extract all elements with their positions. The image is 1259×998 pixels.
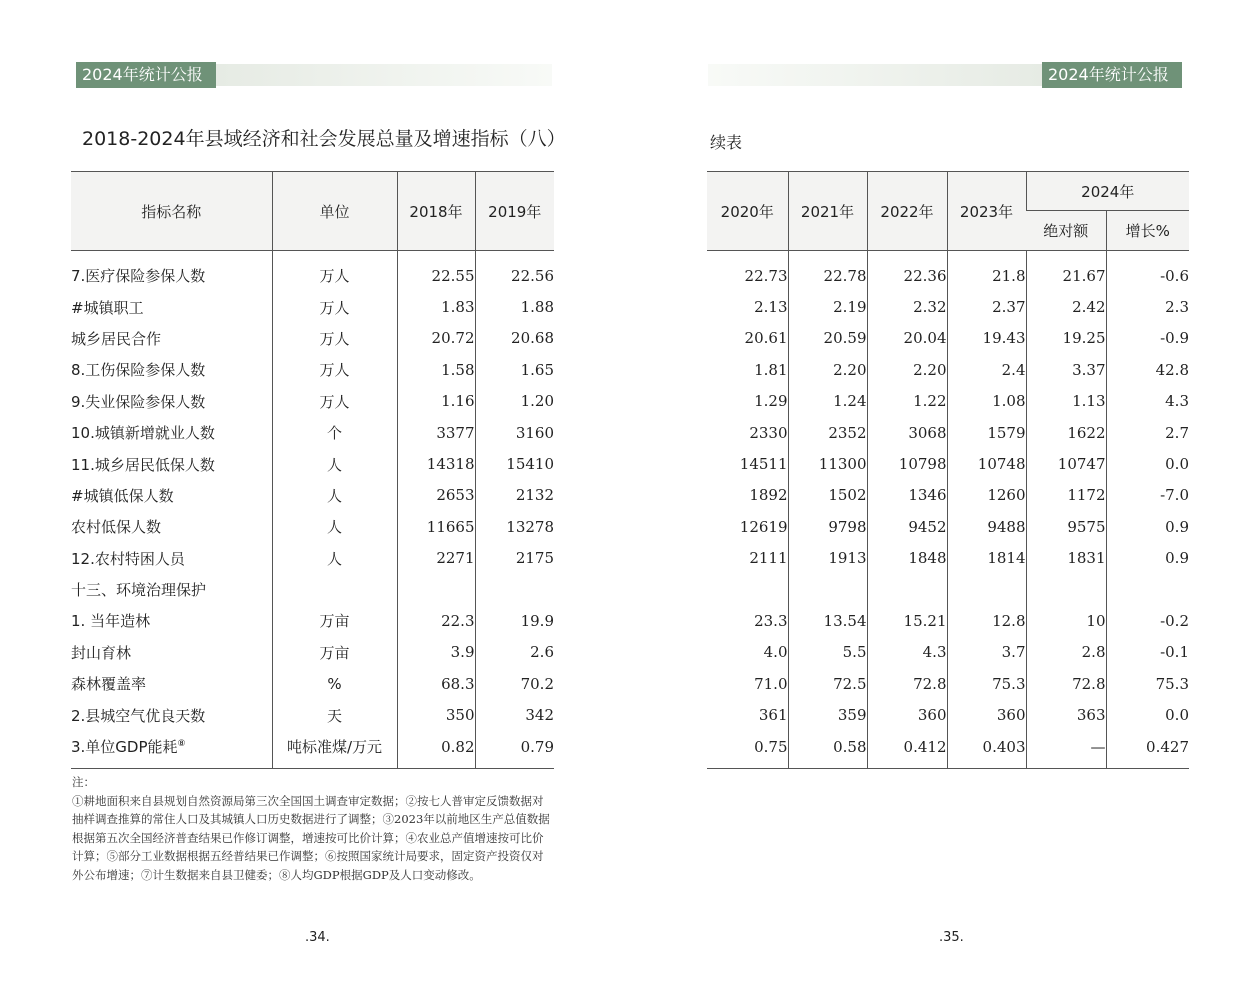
value-2022: 15.21 [867, 605, 947, 636]
notes-title: 注： [72, 775, 95, 789]
col-header-absolute: 绝对额 [1026, 211, 1106, 251]
value-2024-growth: 2.3 [1106, 291, 1189, 322]
value-2022: 2.32 [867, 291, 947, 322]
unit-cell [272, 574, 397, 605]
indicator-label: 2.县城空气优良天数 [71, 706, 206, 725]
col-header-2022: 2022年 [867, 172, 947, 251]
value-2022: 4.3 [867, 637, 947, 668]
table-row [71, 699, 554, 730]
unit-cell: 万人 [272, 354, 397, 385]
table-row [71, 323, 554, 354]
value-2020: 22.73 [744, 266, 788, 285]
value-2024-absolute: 10747 [1026, 448, 1106, 479]
value-2024-absolute: 3.37 [1026, 354, 1106, 385]
spacer-cell [788, 251, 867, 261]
value-2020: 20.61 [744, 329, 788, 348]
value-2024-absolute: 19.25 [1026, 323, 1106, 354]
header-band [708, 64, 1044, 86]
table-row [707, 260, 1189, 291]
value-2018: 1.83 [397, 291, 475, 322]
table-row [71, 291, 554, 322]
col-header-unit: 单位 [272, 172, 397, 251]
indicator-name [71, 543, 272, 574]
header-label: 2024年统计公报 [1042, 62, 1182, 88]
value-2020: 1892 [749, 486, 788, 505]
spacer-cell [947, 251, 1026, 261]
unit-cell: 万人 [272, 291, 397, 322]
indicator-label: #城镇低保人数 [71, 486, 174, 505]
col-header-2019: 2019年 [475, 172, 554, 251]
value-2024-growth [1106, 574, 1189, 605]
value-2020: 1.29 [754, 392, 788, 411]
spacer-cell [272, 251, 397, 261]
table-row [71, 543, 554, 574]
value-2023: 12.8 [947, 605, 1026, 636]
col-header-2024: 2024年 [1026, 172, 1189, 211]
table-row [71, 574, 554, 605]
indicator-name [71, 731, 272, 769]
unit-cell: 人 [272, 511, 397, 542]
value-2018: 350 [397, 699, 475, 730]
indicator-name [71, 354, 272, 385]
value-2019: 13278 [475, 511, 554, 542]
value-2021: 2.19 [788, 291, 867, 322]
value-2020: 2111 [749, 549, 788, 568]
value-2024-absolute [1026, 574, 1106, 605]
spacer-cell [867, 251, 947, 261]
value-2020 [707, 574, 788, 605]
value-2021: 0.58 [788, 731, 867, 769]
value-2019: 20.68 [475, 323, 554, 354]
value-2023: 21.8 [947, 260, 1026, 291]
value-2020: 14511 [739, 455, 788, 474]
page-number: .34. [305, 930, 330, 945]
value-2021: 13.54 [788, 605, 867, 636]
table-row [707, 605, 1189, 636]
value-2024-growth: -0.1 [1106, 637, 1189, 668]
value-2024-growth: 0.427 [1106, 731, 1189, 769]
table-row [71, 605, 554, 636]
col-header-indicator: 指标名称 [71, 172, 272, 251]
value-2019: 1.65 [475, 354, 554, 385]
value-2020: 2330 [749, 423, 788, 442]
indicator-label: 8.工伤保险参保人数 [71, 361, 206, 380]
value-2022: 9452 [867, 511, 947, 542]
value-2022: 360 [867, 699, 947, 730]
table-row [707, 699, 1189, 730]
value-2024-absolute: 363 [1026, 699, 1106, 730]
value-2022 [867, 574, 947, 605]
indicator-label: 10.城镇新增就业人数 [71, 424, 215, 443]
value-2023: 1.08 [947, 386, 1026, 417]
unit-cell: 万亩 [272, 637, 397, 668]
value-2018 [397, 574, 475, 605]
value-2020: 71.0 [754, 674, 788, 693]
table-row [707, 386, 1189, 417]
unit-cell: 个 [272, 417, 397, 448]
continued-label: 续表 [710, 133, 743, 152]
indicator-label: 3.单位GDP能耗 [71, 738, 178, 757]
indicator-label: 森林覆盖率 [71, 675, 147, 694]
unit-cell: 天 [272, 699, 397, 730]
value-2020: 23.3 [754, 611, 788, 630]
value-2018: 22.3 [397, 605, 475, 636]
value-2021: 359 [788, 699, 867, 730]
indicator-name [71, 605, 272, 636]
col-header-2023: 2023年 [947, 172, 1026, 251]
value-2020: 12619 [739, 517, 788, 536]
indicator-name [71, 574, 272, 605]
value-2023: 1579 [947, 417, 1026, 448]
value-2023: 19.43 [947, 323, 1026, 354]
value-2024-growth: -7.0 [1106, 480, 1189, 511]
value-2019: 22.56 [475, 260, 554, 291]
notes-text: ①耕地面积来自县规划自然资源局第三次全国国土调查审定数据；②按七人普审定反馈数据对抽样调查推算的常住人口及其城镇人口历史数据进行了调整；③2023年以前地区生产总值数据根据第五次全国经济普查结果已作修订调整，增速按可比价计算；④农业总产值增速按可比价计算；⑤部分工业数据根据五经普结果已作调整；⑥按照国家统计局要求，固定资产投资仅对外公布增速；⑦计生数据来自县卫健委；⑧人均GDP根据GDP及人口变动修改。 [72, 793, 550, 882]
table-row [71, 260, 554, 291]
page-number: .35. [939, 930, 964, 945]
value-2024-absolute: 9575 [1026, 511, 1106, 542]
value-2024-absolute: 1172 [1026, 480, 1106, 511]
header-label: 2024年统计公报 [76, 62, 216, 88]
value-2019: 70.2 [475, 668, 554, 699]
value-2022: 1346 [867, 480, 947, 511]
table-row [707, 574, 1189, 605]
col-header-2021: 2021年 [788, 172, 867, 251]
indicator-name [71, 291, 272, 322]
value-2019: 19.9 [475, 605, 554, 636]
indicator-name [71, 417, 272, 448]
value-2022: 72.8 [867, 668, 947, 699]
value-2024-growth: 0.9 [1106, 511, 1189, 542]
value-2018: 3377 [397, 417, 475, 448]
value-2018: 2653 [397, 480, 475, 511]
spacer-row [71, 251, 554, 261]
value-2019: 2.6 [475, 637, 554, 668]
value-2022: 22.36 [867, 260, 947, 291]
value-2019: 2175 [475, 543, 554, 574]
value-2023: 1260 [947, 480, 1026, 511]
value-2022: 1848 [867, 543, 947, 574]
spacer-cell [397, 251, 475, 261]
value-2024-growth: -0.2 [1106, 605, 1189, 636]
unit-cell: 万人 [272, 260, 397, 291]
spacer-cell [71, 251, 272, 261]
indicator-label: 12.农村特困人员 [71, 549, 185, 568]
value-2018: 0.82 [397, 731, 475, 769]
value-2018: 20.72 [397, 323, 475, 354]
unit-cell: 人 [272, 480, 397, 511]
spacer-cell [1026, 251, 1106, 261]
table-row [707, 511, 1189, 542]
value-2019: 1.88 [475, 291, 554, 322]
header-band [216, 64, 552, 86]
indicator-label: 7.医疗保险参保人数 [71, 267, 206, 286]
value-2019: 15410 [475, 448, 554, 479]
value-2023: 9488 [947, 511, 1026, 542]
value-2019 [475, 574, 554, 605]
spacer-row [707, 251, 1189, 261]
table-row [707, 291, 1189, 322]
value-2021: 22.78 [788, 260, 867, 291]
table-row [707, 637, 1189, 668]
value-2021: 1913 [788, 543, 867, 574]
value-2018: 1.16 [397, 386, 475, 417]
value-2020: 361 [758, 706, 788, 725]
indicator-name [71, 511, 272, 542]
value-2023 [947, 574, 1026, 605]
unit-cell: 万人 [272, 323, 397, 354]
indicator-table-right [707, 171, 1189, 769]
value-2020: 2.13 [754, 298, 788, 317]
value-2021: 1502 [788, 480, 867, 511]
table-row [71, 417, 554, 448]
value-2019: 1.20 [475, 386, 554, 417]
value-2023: 1814 [947, 543, 1026, 574]
value-2024-growth: 0.0 [1106, 448, 1189, 479]
value-2018: 2271 [397, 543, 475, 574]
table-row [707, 417, 1189, 448]
value-2023: 2.4 [947, 354, 1026, 385]
footnote-mark: ⑧ [177, 739, 186, 750]
unit-cell: 人 [272, 543, 397, 574]
value-2018: 14318 [397, 448, 475, 479]
table-row [707, 323, 1189, 354]
table-row [707, 543, 1189, 574]
value-2022: 10798 [867, 448, 947, 479]
value-2020: 0.75 [707, 731, 788, 769]
value-2024-growth: -0.9 [1106, 323, 1189, 354]
value-2022: 1.22 [867, 386, 947, 417]
indicator-label: #城镇职工 [71, 298, 144, 317]
spacer-cell [707, 251, 788, 261]
value-2021 [788, 574, 867, 605]
value-2020: 1.81 [754, 360, 788, 379]
table-row [707, 668, 1189, 699]
indicator-label: 城乡居民合作 [71, 329, 162, 348]
value-2019: 0.79 [475, 731, 554, 769]
table-notes [72, 773, 554, 884]
value-2024-growth: 42.8 [1106, 354, 1189, 385]
indicator-name [71, 480, 272, 511]
value-2024-growth: 0.9 [1106, 543, 1189, 574]
value-2021: 20.59 [788, 323, 867, 354]
table-row [71, 480, 554, 511]
value-2021: 72.5 [788, 668, 867, 699]
indicator-name [71, 323, 272, 354]
value-2019: 3160 [475, 417, 554, 448]
value-2024-absolute: 1831 [1026, 543, 1106, 574]
unit-cell: 万人 [272, 386, 397, 417]
value-2023: 10748 [947, 448, 1026, 479]
value-2024-absolute: 21.67 [1026, 260, 1106, 291]
col-header-2020: 2020年 [707, 172, 788, 251]
indicator-table-left [71, 171, 554, 769]
value-2023: 3.7 [947, 637, 1026, 668]
table-row [71, 511, 554, 542]
table-row [71, 668, 554, 699]
value-2024-growth: 75.3 [1106, 668, 1189, 699]
value-2021: 2352 [788, 417, 867, 448]
value-2019: 2132 [475, 480, 554, 511]
indicator-name [71, 386, 272, 417]
table-row [71, 637, 554, 668]
value-2024-absolute: 2.42 [1026, 291, 1106, 322]
spacer-cell [1106, 251, 1189, 261]
indicator-label: 十三、环境治理保护 [71, 581, 207, 600]
value-2024-growth: 0.0 [1106, 699, 1189, 730]
value-2021: 11300 [788, 448, 867, 479]
indicator-name [71, 260, 272, 291]
value-2024-absolute: 1622 [1026, 417, 1106, 448]
value-2018: 68.3 [397, 668, 475, 699]
value-2021: 5.5 [788, 637, 867, 668]
value-2022: 3068 [867, 417, 947, 448]
col-header-2018: 2018年 [397, 172, 475, 251]
table-row [707, 731, 1189, 769]
right-page [630, 0, 1259, 998]
value-2023: 2.37 [947, 291, 1026, 322]
value-2024-absolute: 2.8 [1026, 637, 1106, 668]
table-title: 2018-2024年县域经济和社会发展总量及增速指标（八） [82, 128, 566, 150]
value-2022: 0.412 [867, 731, 947, 769]
value-2024-growth: -0.6 [1106, 260, 1189, 291]
value-2023: 360 [947, 699, 1026, 730]
value-2022: 20.04 [867, 323, 947, 354]
table-row [71, 354, 554, 385]
indicator-label: 11.城乡居民低保人数 [71, 455, 215, 474]
unit-cell: 人 [272, 448, 397, 479]
value-2018: 1.58 [397, 354, 475, 385]
value-2023: 75.3 [947, 668, 1026, 699]
value-2024-absolute: 72.8 [1026, 668, 1106, 699]
indicator-name [71, 668, 272, 699]
value-2020: 4.0 [763, 643, 788, 662]
indicator-label: 9.失业保险参保人数 [71, 392, 206, 411]
indicator-name [71, 699, 272, 730]
value-2018: 3.9 [397, 637, 475, 668]
unit-cell: 万亩 [272, 605, 397, 636]
value-2018: 11665 [397, 511, 475, 542]
value-2018: 22.55 [397, 260, 475, 291]
value-2022: 2.20 [867, 354, 947, 385]
value-2024-growth: 4.3 [1106, 386, 1189, 417]
spacer-cell [475, 251, 554, 261]
unit-cell: % [272, 668, 397, 699]
indicator-label: 封山育林 [71, 643, 132, 662]
table-row [707, 448, 1189, 479]
value-2024-growth: 2.7 [1106, 417, 1189, 448]
value-2023: 0.403 [947, 731, 1026, 769]
value-2021: 9798 [788, 511, 867, 542]
indicator-label: 1. 当年造林 [71, 612, 151, 631]
indicator-name [71, 448, 272, 479]
table-row [71, 731, 554, 769]
unit-cell: 吨标准煤/万元 [272, 731, 397, 769]
col-header-growth: 增长% [1106, 211, 1189, 251]
table-row [71, 386, 554, 417]
indicator-name [71, 637, 272, 668]
table-row [71, 448, 554, 479]
value-2021: 2.20 [788, 354, 867, 385]
indicator-label: 农村低保人数 [71, 518, 162, 537]
value-2021: 1.24 [788, 386, 867, 417]
value-2024-absolute: 10 [1026, 605, 1106, 636]
table-row [707, 354, 1189, 385]
value-2024-absolute: — [1026, 731, 1106, 769]
table-row [707, 480, 1189, 511]
value-2019: 342 [475, 699, 554, 730]
value-2024-absolute: 1.13 [1026, 386, 1106, 417]
